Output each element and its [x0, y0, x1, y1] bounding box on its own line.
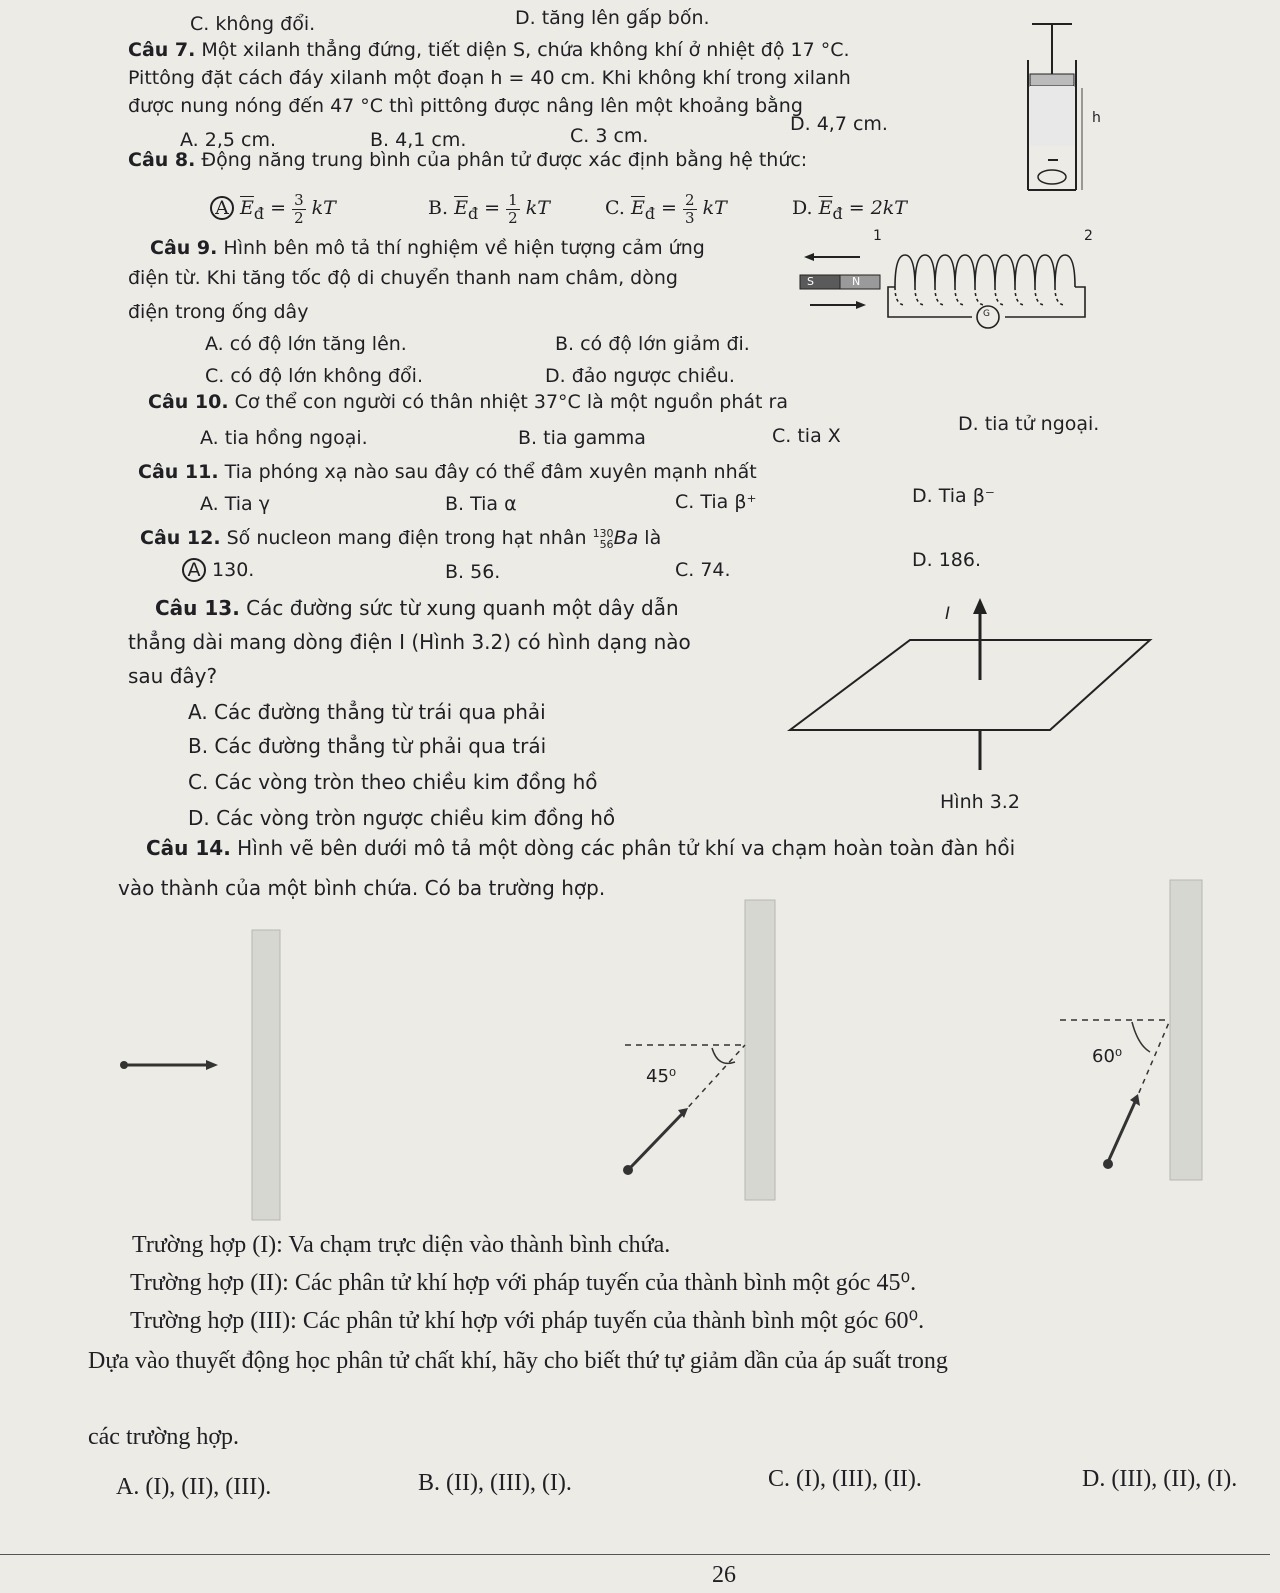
q11-option-a: A. Tia γ	[200, 493, 270, 515]
q14-stem-line2: vào thành của một bình chứa. Có ba trường hợp.	[118, 876, 606, 900]
q9-option-d: D. đảo ngược chiều.	[545, 365, 735, 387]
q9-title: Câu 9.	[150, 237, 218, 259]
q7-stem-line1: Một xilanh thẳng đứng, tiết diện S, chứa không khí ở nhiệt độ 17 °C.	[201, 39, 850, 61]
q12-option-b: B. 56.	[445, 561, 501, 583]
q10-stem: Cơ thể con người có thân nhiệt 37°C là một nguồn phát ra	[234, 391, 788, 413]
q13-option-b: B. Các đường thẳng từ phải qua trái	[188, 734, 547, 758]
q14-ask-line1: Dựa vào thuyết động học phân tử chất khí, hãy cho biết thứ tự giảm dần của áp suất trong	[88, 1348, 948, 1374]
q11-option-b: B. Tia α	[445, 493, 517, 515]
q14-angle-60: 60⁰	[1092, 1046, 1123, 1067]
q9-fig-label-2: 2	[1084, 228, 1093, 244]
q13-stem-line3: sau đây?	[128, 664, 218, 688]
q7-option-d: D. 4,7 cm.	[790, 113, 888, 135]
q14-angle-45: 45⁰	[646, 1066, 677, 1087]
q14-title: Câu 14.	[146, 836, 231, 860]
q12-stem: Số nucleon mang điện trong hạt nhân	[226, 527, 587, 549]
prev-option-d: D. tăng lên gấp bốn.	[515, 7, 710, 29]
q13-fig-caption: Hình 3.2	[940, 791, 1020, 813]
q12-option-c: C. 74.	[675, 559, 731, 581]
q9-option-c: C. có độ lớn không đổi.	[205, 365, 423, 387]
case-1-figure	[110, 920, 310, 1220]
q12-option-a: A 130.	[182, 558, 254, 582]
q14-option-b: B. (II), (III), (I).	[418, 1470, 572, 1496]
q14-case-2: Trường hợp (II): Các phân tử khí hợp với pháp tuyến của thành bình một góc 45⁰.	[130, 1270, 917, 1296]
q7-stem-line2: Pittông đặt cách đáy xilanh một đoạn h = 40 cm. Khi không khí trong xilanh	[128, 67, 851, 89]
magnet-pole-n: N	[852, 275, 861, 288]
q12-option-d: D. 186.	[912, 549, 982, 571]
q7-option-a: A. 2,5 cm.	[180, 129, 276, 151]
q7-title: Câu 7.	[128, 39, 196, 61]
case-2-figure	[600, 900, 800, 1220]
cylinder-figure	[1020, 14, 1100, 194]
molecule-arrow-icon	[206, 1060, 218, 1070]
q11-title: Câu 11.	[138, 461, 219, 483]
q12-title: Câu 12.	[140, 527, 221, 549]
footer-rule	[0, 1554, 1270, 1555]
q8-a-circled: A	[210, 196, 234, 220]
q14-case-3: Trường hợp (III): Các phân tử khí hợp với pháp tuyến của thành bình một góc 60⁰.	[130, 1308, 925, 1334]
q10-option-b: B. tia gamma	[518, 427, 646, 449]
worksheet-page: C. không đổi. D. tăng lên gấp bốn. Câu 7. Một xilanh thẳng đứng, tiết diện S, chứa không khí ở nhiệt độ 17 °C. Pittông đặt cách đáy xilanh một đoạn h = 40 cm. Khi không khí trong xilanh được nung nóng đến 47 °C thì pittông được nâng lên một khoảng bằng A. 2,5 cm. B. 4,1 cm. C. 3 cm. D. 4,7 cm. h Câu 8. Động năng trung bình của phân tử được xác định bằng hệ thức: A $\overline{E}_đ$ = $\frac{3}{2}$ kT B. $\overline{E}_đ$ = $\frac{1}{2}$ kT C. $\overline{E}_đ$ = $\frac{2}{3}$ kT D. $\overline{E}_đ = 2kT$ Câu 9. Hình bên mô tả thí nghiệm về hiện tượng cảm ứng điện từ. Khi tăng tốc độ di chuyển thanh nam châm, dòng điện trong ống dây A. có độ lớn tăng lên. B. có độ lớn giảm đi. C. có độ lớn không đổi. D. đảo ngược chiều. 1 2 S N G Câu 10. Cơ thể con người có thân nhiệt 37°C là một nguồn phát ra A. tia hồng ngoại. B. tia gamma C. tia X D. tia tử ngoại. Câu 11. Tia phóng xạ nào sau đây có thể đâm xuyên mạnh nhất A. Tia γ B. Tia α C. Tia β⁺ D. Tia β⁻ Câu 12. Số nucleon mang điện trong hạt nhân 130 56 Ba là A 130. B. 56. C. 74. D. 186. Câu 13. Các đường sức từ xung quanh một dây dẫn thẳng dài mang dòng điện I (Hình 3.2) có hình dạng nào sau đây? A. Các đường thẳng từ trái qua phải B. Các đường thẳng từ phải qua trái C. Các vòng tròn theo chiều kim đồng hồ D. Các vòng tròn ngược chiều kim đồng hồ I Hình 3.2 Câu 14. Hình vẽ bên dưới mô tả một dòng các phân tử khí va chạm hoàn toàn đàn hồi vào thành của một bình chứa. Có ba trường hợp. 45⁰ 60⁰ Trường hợp (I): Va chạm trực diện vào thành bình chứa. Trường hợp (II): Các phân tử khí hợp với pháp tuyến của thành bình một góc 45⁰. Trường hợp (III): Các phân tử khí hợp với pháp tuyến của thành bình một góc 60⁰. Dựa vào thuyết động học phân tử chất khí, hãy cho biết thứ tự giảm dần của áp suất trong các trường hợp. A. (I), (II), (III). B. (II), (III), (I). C. (I), (III), (II). D. (III), (II), (I). 26	[0, 0, 1280, 1593]
q13-stem-line2: thẳng dài mang dòng điện I (Hình 3.2) có hình dạng nào	[128, 630, 691, 654]
q11-option-d: D. Tia β⁻	[912, 485, 995, 507]
induction-figure	[800, 225, 1120, 340]
q10-option-c: C. tia X	[772, 425, 841, 447]
q9-stem-line3: điện trong ống dây	[128, 301, 309, 323]
q10-title: Câu 10.	[148, 391, 229, 413]
q10-option-d: D. tia tử ngoại.	[958, 413, 1100, 435]
q8-option-a: A $\overline{E}_đ$ = $\frac{3}{2}$ kT	[210, 186, 336, 230]
q13-option-a: A. Các đường thẳng từ trái qua phải	[188, 700, 546, 724]
q7-option-c: C. 3 cm.	[570, 125, 649, 147]
q8-option-c: C. $\overline{E}_đ$ = $\frac{2}{3}$ kT	[605, 190, 727, 227]
case-3-figure	[1050, 880, 1250, 1200]
q11-stem: Tia phóng xạ nào sau đây có thể đâm xuyên mạnh nhất	[224, 461, 757, 483]
q7-stem-line3: được nung nóng đến 47 °C thì pittông được nâng lên một khoảng bằng	[128, 95, 803, 117]
q9-option-b: B. có độ lớn giảm đi.	[555, 333, 750, 355]
q13-option-c: C. Các vòng tròn theo chiều kim đồng hồ	[188, 770, 598, 794]
wire-field-figure	[790, 590, 1160, 780]
q9-option-a: A. có độ lớn tăng lên.	[205, 333, 407, 355]
q8-stem: Động năng trung bình của phân tử được xác định bằng hệ thức:	[201, 149, 808, 171]
magnet-pole-s: S	[807, 275, 814, 288]
q14-option-a: A. (I), (II), (III).	[116, 1474, 272, 1500]
q14-option-c: C. (I), (III), (II).	[768, 1466, 922, 1492]
q13-fig-current-label: I	[945, 604, 951, 624]
q14-option-d: D. (III), (II), (I).	[1082, 1466, 1238, 1492]
q11-option-c: C. Tia β⁺	[675, 491, 757, 513]
q9-stem-line2: điện từ. Khi tăng tốc độ di chuyển thanh nam châm, dòng	[128, 267, 678, 289]
q7-option-b: B. 4,1 cm.	[370, 129, 467, 151]
prev-option-c: C. không đổi.	[190, 13, 316, 35]
q14-stem-line1: Hình vẽ bên dưới mô tả một dòng các phân tử khí va chạm hoàn toàn đàn hồi	[237, 836, 1016, 860]
current-arrow-icon	[973, 598, 987, 614]
q8-option-b: B. $\overline{E}_đ$ = $\frac{1}{2}$ kT	[428, 190, 550, 227]
q13-stem-line1: Các đường sức từ xung quanh một dây dẫn	[246, 596, 679, 620]
galvanometer-label: G	[983, 309, 990, 319]
q10-option-a: A. tia hồng ngoại.	[200, 427, 368, 449]
q9-fig-label-1: 1	[873, 228, 882, 244]
q13-option-d: D. Các vòng tròn ngược chiều kim đồng hồ	[188, 806, 616, 830]
q9-stem-line1: Hình bên mô tả thí nghiệm về hiện tượng cảm ứng	[223, 237, 705, 259]
q8-title: Câu 8.	[128, 149, 196, 171]
q8-option-d: D. $\overline{E}_đ = 2kT$	[792, 197, 907, 223]
page-number: 26	[712, 1562, 736, 1588]
q14-case-1: Trường hợp (I): Va chạm trực diện vào thành bình chứa.	[132, 1232, 671, 1258]
q7-fig-h-label: h	[1092, 110, 1101, 126]
q14-ask-line2: các trường hợp.	[88, 1424, 240, 1450]
q13-title: Câu 13.	[155, 596, 240, 620]
